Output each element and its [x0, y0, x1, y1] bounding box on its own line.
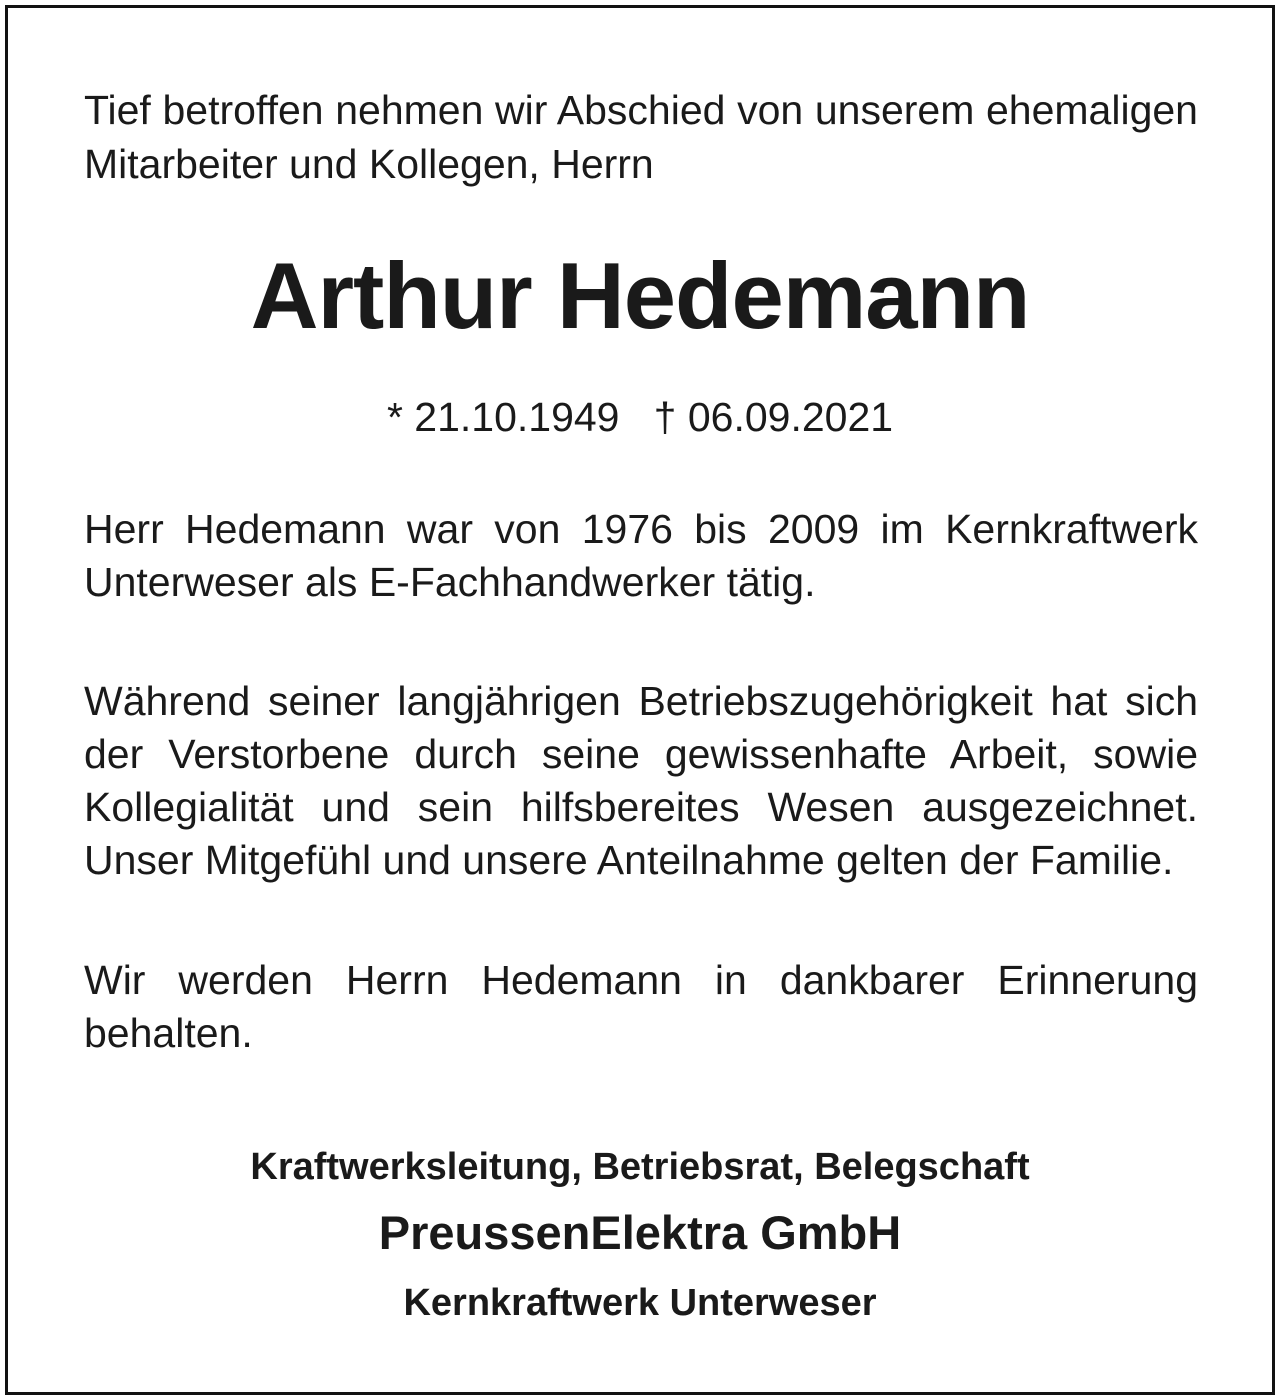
signature-plant: Kernkraftwerk Unterweser [403, 1282, 877, 1324]
paragraph-remembrance: Wir werden Herrn Hedemann in dankbarer Erinnerung behalten. [84, 957, 1198, 1056]
signature-groups: Kraftwerksleitung, Betriebsrat, Belegschaft [250, 1146, 1030, 1188]
signature-company: PreussenElektra GmbH [378, 1206, 902, 1259]
deceased-name: Arthur Hedemann [250, 243, 1030, 348]
obituary-notice [5, 5, 1275, 1395]
life-dates: * 21.10.1949 † 06.09.2021 [386, 394, 894, 440]
paragraph-career: Herr Hedemann war von 1976 bis 2009 im Kernkraftwerk Unterweser als E-Fachhandwerker tätig. [84, 506, 1198, 605]
intro-text: Tief betroffen nehmen wir Abschied von unserem ehemaligen Mitarbeiter und Kollegen, Herrn [84, 87, 1198, 187]
paragraph-tribute: Während seiner langjährigen Betriebszugehörigkeit hat sich der Verstorbene durch seine gewissenhafte Arbeit, sowie Kollegialität und sein hilfsbereites Wesen ausgezeichnet. Unser Mitgefühl und unsere Anteilnahme gelten der Familie. [84, 678, 1198, 883]
